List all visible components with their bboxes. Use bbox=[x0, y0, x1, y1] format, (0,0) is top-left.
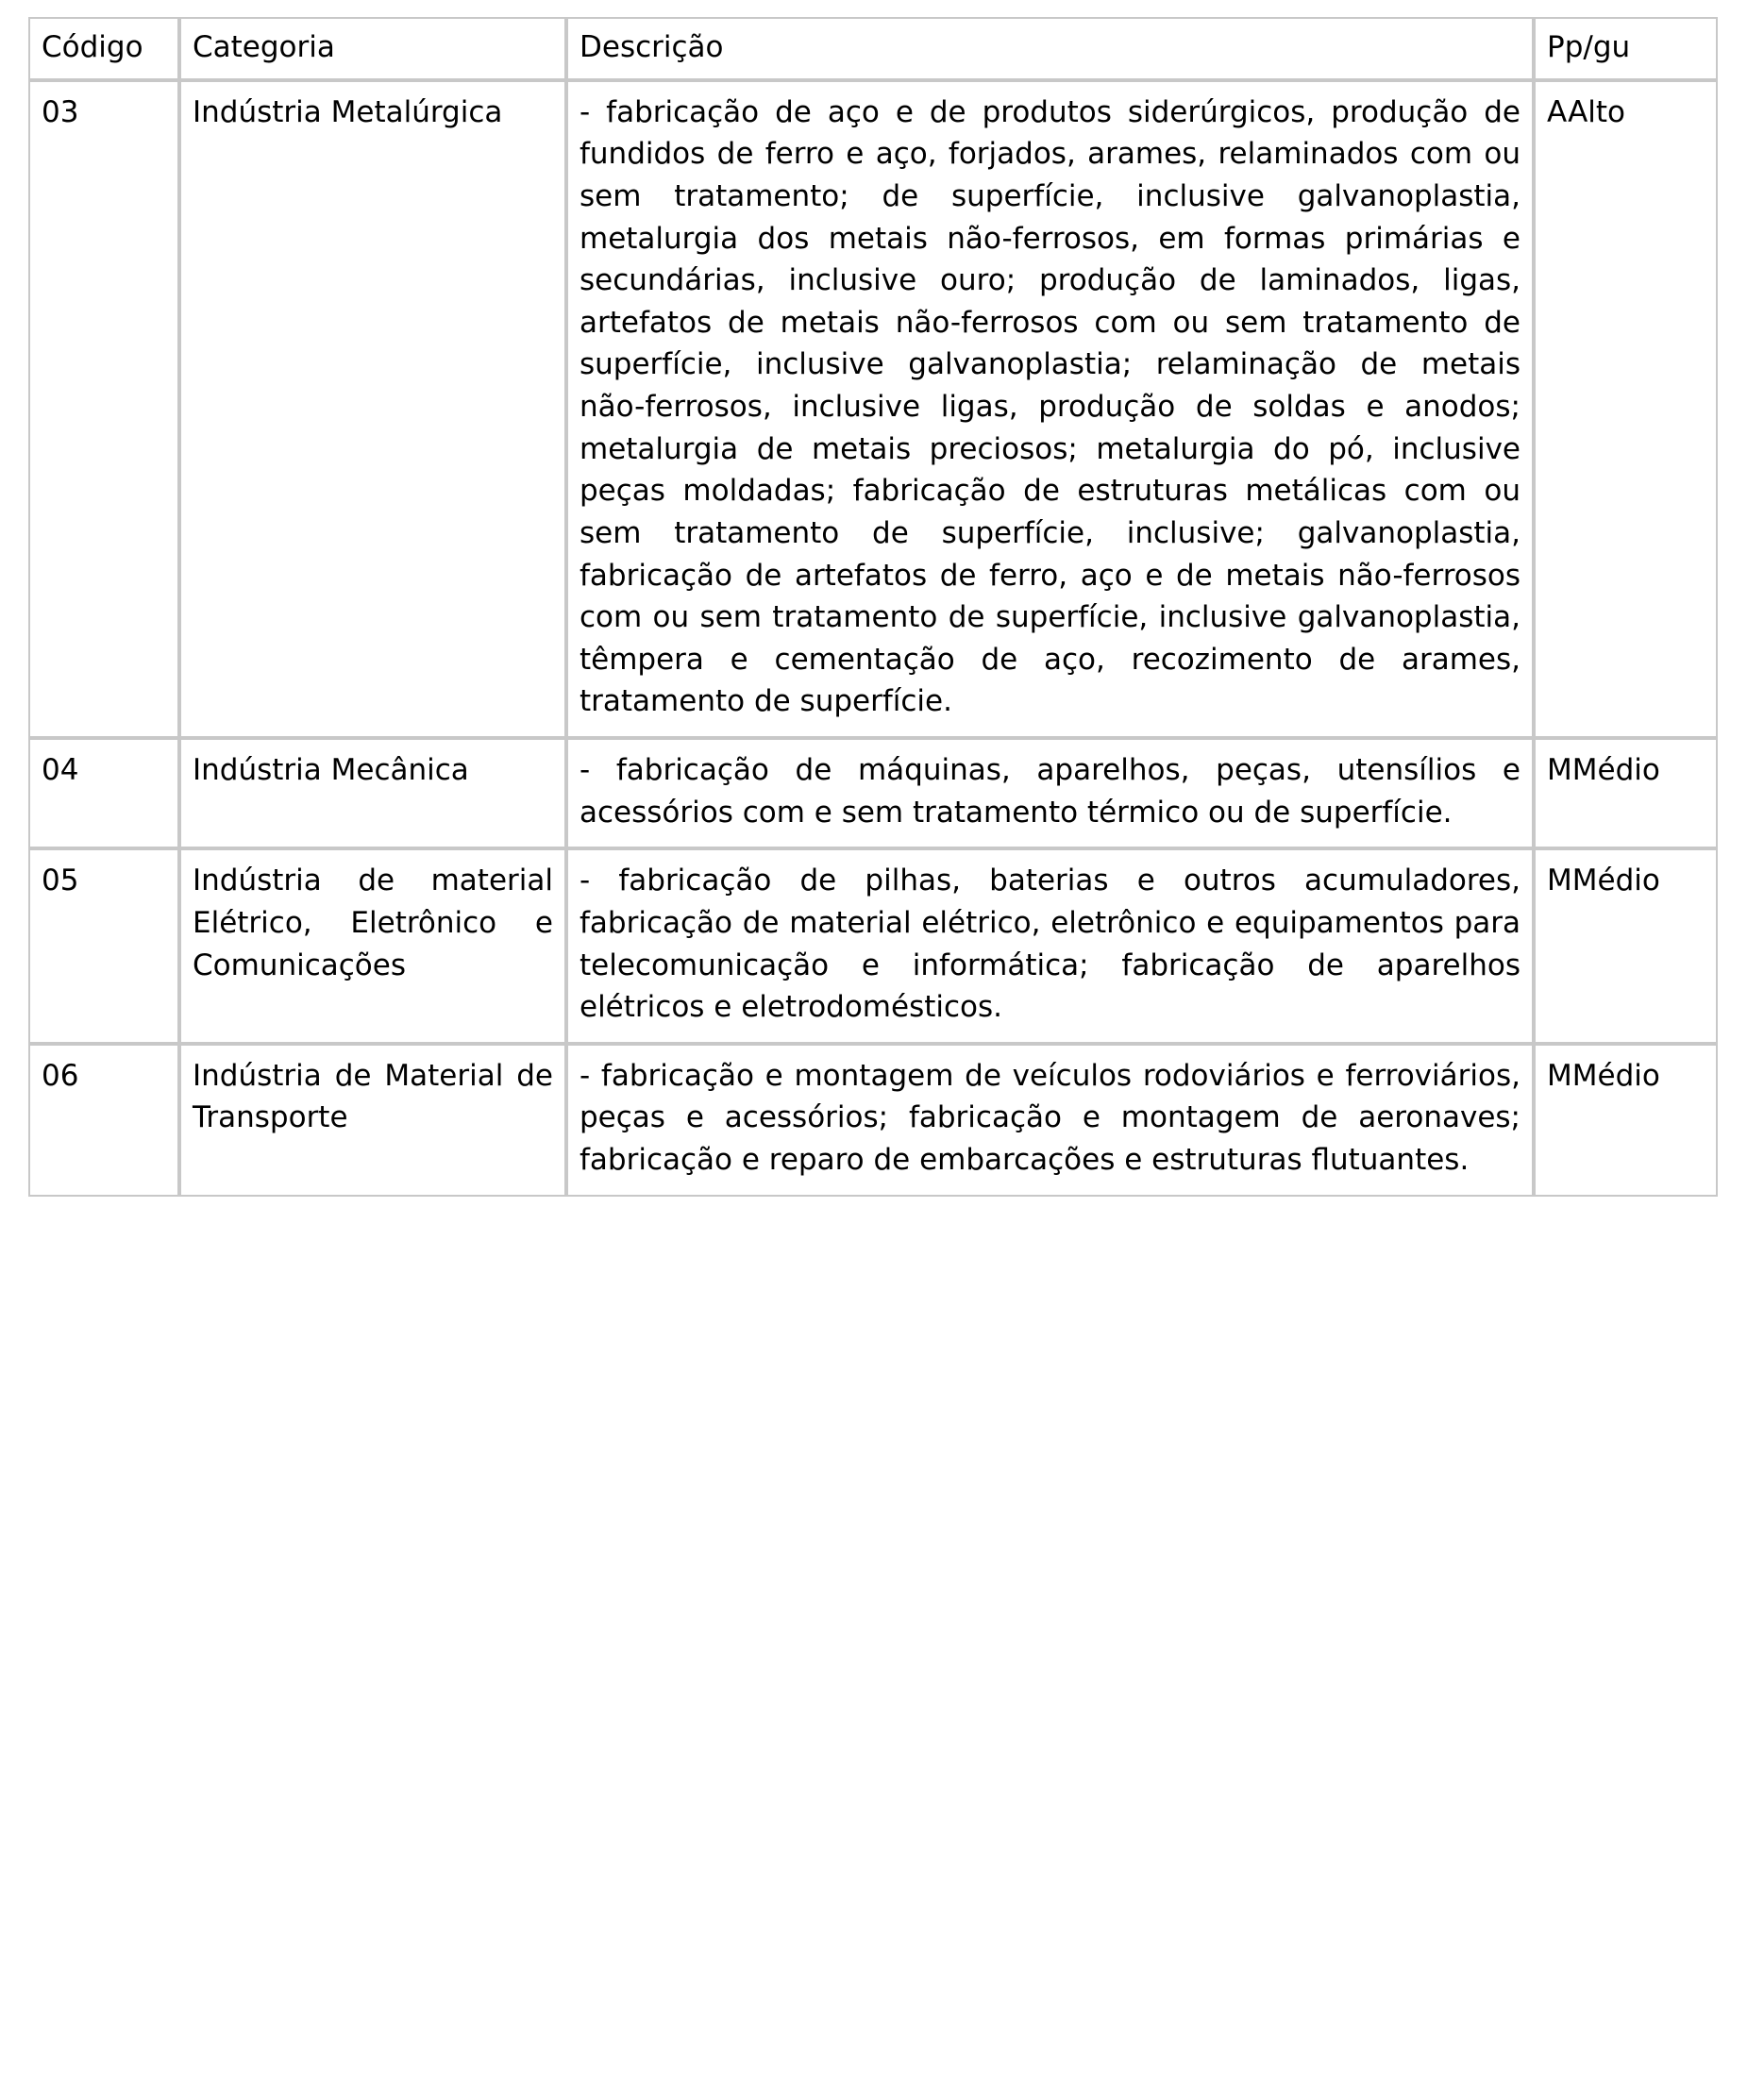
column-header-descricao: Descrição bbox=[566, 17, 1534, 80]
cell-ppgu: MMédio bbox=[1534, 738, 1718, 848]
table-header-row bbox=[28, 17, 1718, 80]
cell-codigo: 06 bbox=[28, 1044, 179, 1197]
cell-codigo: 04 bbox=[28, 738, 179, 848]
cell-categoria: Indústria Metalúrgica bbox=[179, 80, 566, 738]
cell-descricao: - fabricação de máquinas, aparelhos, peças, utensílios e acessórios com e sem tratamento térmico ou de superfície. bbox=[566, 738, 1534, 848]
table-row bbox=[28, 1044, 1718, 1197]
table-row bbox=[28, 80, 1718, 738]
column-header-codigo: Código bbox=[28, 17, 179, 80]
cell-ppgu: AAlto bbox=[1534, 80, 1718, 738]
classification-table bbox=[28, 17, 1718, 1197]
cell-descricao: - fabricação de aço e de produtos siderúrgicos, produção de fundidos de ferro e aço, forjados, arames, relaminados com ou sem tratamento; de superfície, inclusive galvanoplastia, metalurgia dos metais não-ferrosos, em formas primárias e secundárias, inclusive ouro; produção de laminados, ligas, artefatos de metais não-ferrosos com ou sem tratamento de superfície, inclusive galvanoplastia; relaminação de metais não-ferrosos, inclusive ligas, produção de soldas e anodos; metalurgia de metais preciosos; metalurgia do pó, inclusive peças moldadas; fabricação de estruturas metálicas com ou sem tratamento de superfície, inclusive; galvanoplastia, fabricação de artefatos de ferro, aço e de metais não-ferrosos com ou sem tratamento de superfície, inclusive galvanoplastia, têmpera e cementação de aço, recozimento de arames, tratamento de superfície. bbox=[566, 80, 1534, 738]
cell-categoria: Indústria Mecânica bbox=[179, 738, 566, 848]
table-row bbox=[28, 738, 1718, 848]
cell-ppgu: MMédio bbox=[1534, 848, 1718, 1044]
cell-codigo: 03 bbox=[28, 80, 179, 738]
cell-descricao: - fabricação e montagem de veículos rodoviários e ferroviários, peças e acessórios; fabricação e montagem de aeronaves; fabricação e reparo de embarcações e estruturas flutuantes. bbox=[566, 1044, 1534, 1197]
cell-categoria: Indústria de Material de Transporte bbox=[179, 1044, 566, 1197]
cell-codigo: 05 bbox=[28, 848, 179, 1044]
cell-descricao: - fabricação de pilhas, baterias e outros acumuladores, fabricação de material elétrico, eletrônico e equipamentos para telecomunicação e informática; fabricação de aparelhos elétricos e eletrodomésticos. bbox=[566, 848, 1534, 1044]
column-header-categoria: Categoria bbox=[179, 17, 566, 80]
table-row bbox=[28, 848, 1718, 1044]
column-header-ppgu: Pp/gu bbox=[1534, 17, 1718, 80]
cell-ppgu: MMédio bbox=[1534, 1044, 1718, 1197]
cell-categoria: Indústria de material Elétrico, Eletrônico e Comunicações bbox=[179, 848, 566, 1044]
